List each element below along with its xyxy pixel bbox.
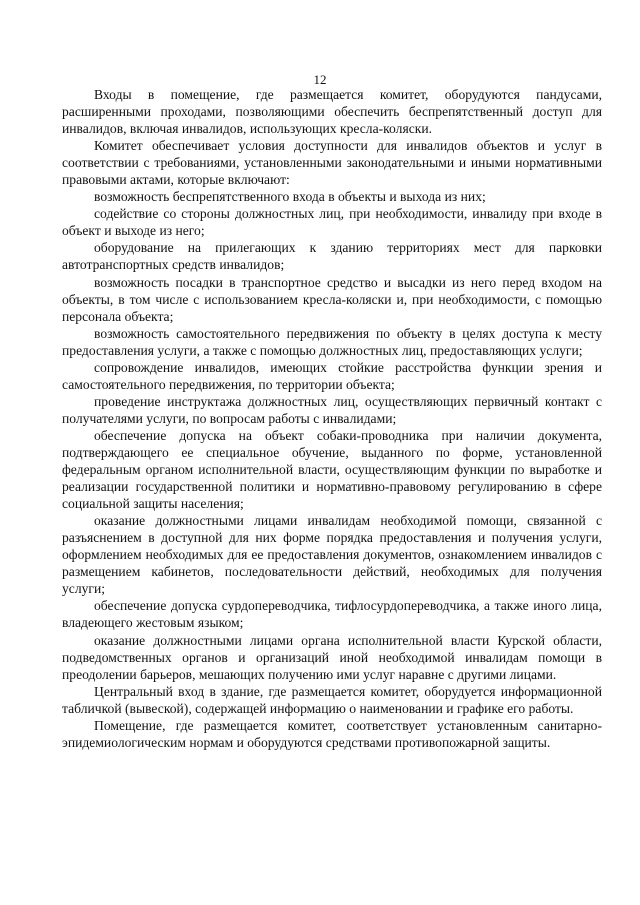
paragraph-unobstructed-entry: возможность беспрепятственного входа в объекты и выхода из них; (94, 189, 486, 205)
paragraph-parking: оборудование на прилегающих к зданию территориях мест для парковки автотранспортных средств инвалидов; (62, 240, 602, 273)
paragraph-sign-interpreter: обеспечение допуска сурдопереводчика, тифлосурдопереводчика, а также иного лица, владеющего жестовым языком; (62, 598, 602, 631)
paragraph-escort: сопровождение инвалидов, имеющих стойкие расстройства функции зрения и самостоятельного передвижения, по территории объекта; (62, 359, 602, 392)
paragraph-premises-norms: Помещение, где размещается комитет, соответствует установленным санитарно-эпидемиологическим нормам и оборудуются средствами противопожарной защиты. (62, 717, 602, 750)
paragraph-accessibility-conditions: Комитет обеспечивает условия доступности для инвалидов объектов и услуг в соответствии с требованиями, установленными законодательными и иными нормативными правовыми актами, которые включают: (62, 138, 602, 188)
page-number: 12 (313, 72, 327, 87)
paragraph-barrier-help: оказание должностными лицами органа исполнительной власти Курской области, подведомственных органов и организаций иной необходимой инвалидам помощи в преодолении барьеров, мешающих получению ими услуг наравне с другими лицами. (62, 632, 602, 682)
paragraph-central-entrance: Центральный вход в здание, где размещается комитет, оборудуется информационной табличкой (вывеской), содержащей информацию о наименовании и графике его работы. (62, 683, 602, 716)
paragraph-help-explanation: оказание должностными лицами инвалидам необходимой помощи, связанной с разъяснением в доступной для них форме порядка предоставления и получения услуги, оформлением необходимых для ее предоставления документов, ознакомлением инвалидов с размещением кабинетов, последовательности действий, необходимых для получения услуги; (62, 513, 602, 597)
paragraph-entrances: Входы в помещение, где размещается комитет, оборудуются пандусами, расширенными проходами, позволяющими обеспечить беспрепятственный доступ для инвалидов, включая инвалидов, использующих кресла-коляски. (62, 87, 602, 137)
paragraph-briefing: проведение инструктажа должностных лиц, осуществляющих первичный контакт с получателями услуги, по вопросам работы с инвалидами; (62, 393, 602, 426)
paragraph-boarding: возможность посадки в транспортное средство и высадки из него перед входом на объекты, в том числе с использованием кресла-коляски и, при необходимости, с помощью персонала объекта; (62, 274, 602, 324)
document-body (62, 86, 602, 751)
paragraph-guide-dog: обеспечение допуска на объект собаки-проводника при наличии документа, подтверждающего ее специальное обучение, выданного по форме, установленной федеральным органом исполнительной власти, осуществляющим функции по выработке и реализации государственной политики и нормативно-правовому регулированию в сфере социальной защиты населения; (62, 427, 602, 512)
paragraph-official-assistance: содействие со стороны должностных лиц, при необходимости, инвалиду при входе в объект и выходе из него; (62, 206, 602, 239)
paragraph-self-movement: возможность самостоятельного передвижения по объекту в целях доступа к месту предоставления услуги, а также с помощью должностных лиц, предоставляющих услуги; (62, 325, 602, 358)
